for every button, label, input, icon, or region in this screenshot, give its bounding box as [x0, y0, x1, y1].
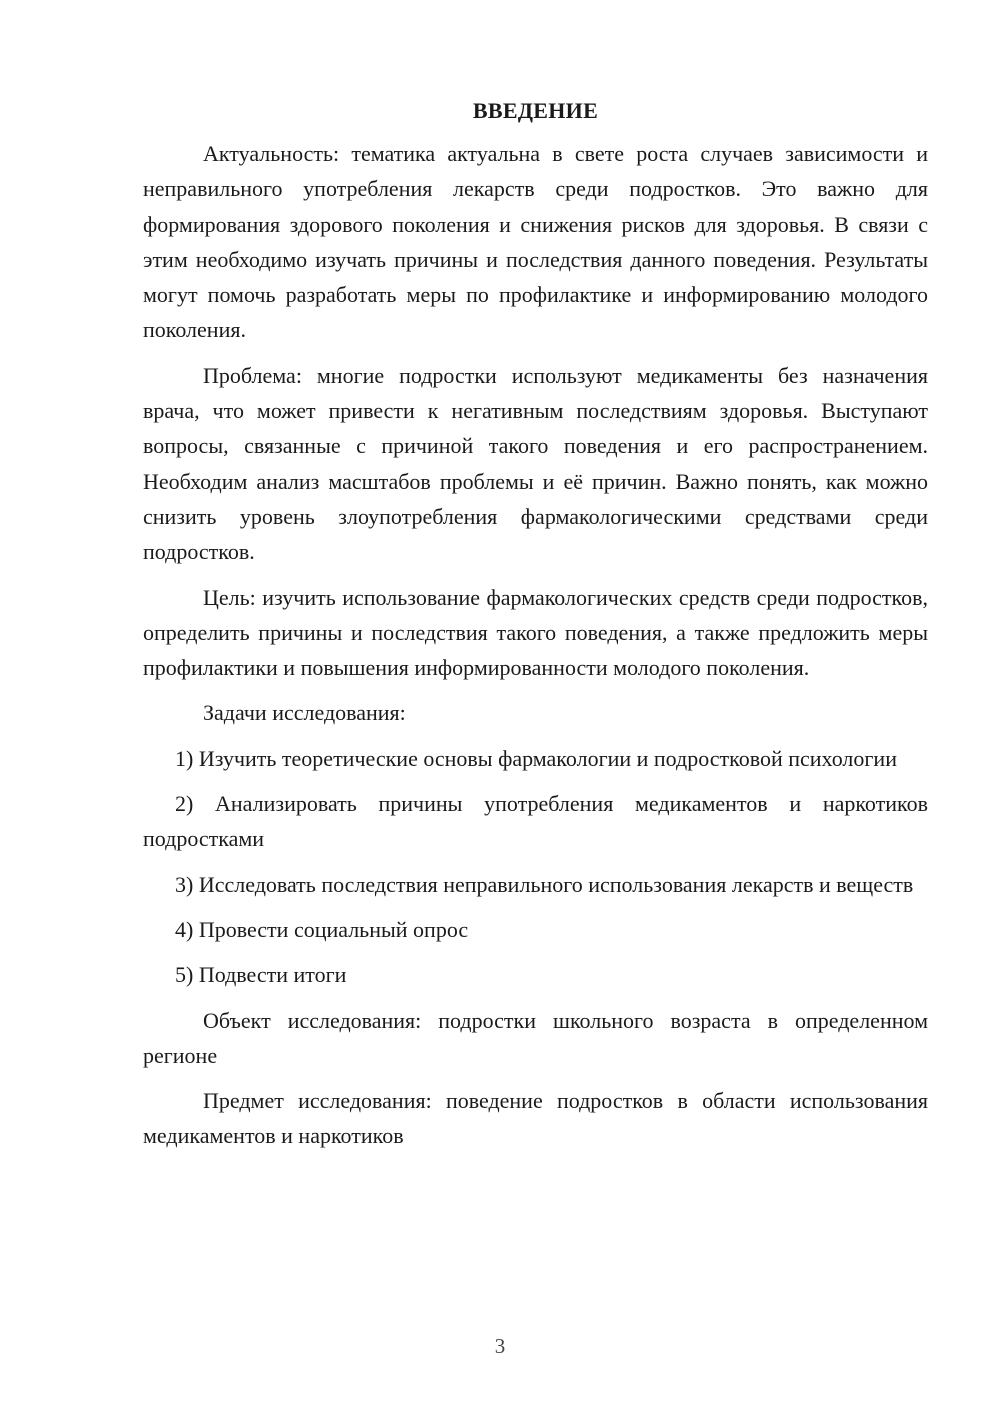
task-item: 4) Провести социальный опрос [175, 916, 469, 942]
tasks-heading: Задачи исследования: [203, 700, 406, 726]
paragraph-relevance: Актуальность: тематика актуальна в свете роста случаев зависимости и неправильного употребления лекарств среди подростков. Это важно для формирования здорового поколения и снижения рисков для здоровья. В связи с этим необходимо изучать причины и последствия данного поведения. Результаты могут помочь разработать меры по профилактике и информированию молодого поколения. [143, 141, 928, 343]
task-item: 5) Подвести итоги [175, 962, 347, 988]
paragraph-object: Объект исследования: подростки школьного возраста в определенном регионе [143, 1007, 928, 1068]
task-item: 3) Исследовать последствия неправильного использования лекарств и веществ [175, 871, 914, 897]
task-item: 1) Изучить теоретические основы фармакологии и подростковой психологии [175, 745, 897, 771]
task-item: 2) Анализировать причины употребления медикаментов и наркотиков подростками [143, 791, 928, 852]
paragraph-problem: Проблема: многие подростки используют медикаменты без назначения врача, что может привести к негативным последствиям здоровья. Выступают вопросы, связанные с причиной такого поведения и его распространением. Необходим анализ масштабов проблемы и её причин. Важно понять, как можно снизить уровень злоупотребления фармакологическими средствами среди подростков. [143, 362, 928, 565]
section-title: ВВЕДЕНИЕ [472, 98, 599, 123]
paragraph-subject: Предмет исследования: поведение подростков в области использования медикаментов и наркотиков [143, 1088, 928, 1149]
paragraph-goal: Цель: изучить использование фармакологических средств среди подростков, определить причины и последствия такого поведения, а также предложить меры профилактики и повышения информированности молодого поколения. [143, 584, 928, 681]
page-number: 3 [494, 1334, 506, 1358]
page-content [143, 96, 928, 1164]
